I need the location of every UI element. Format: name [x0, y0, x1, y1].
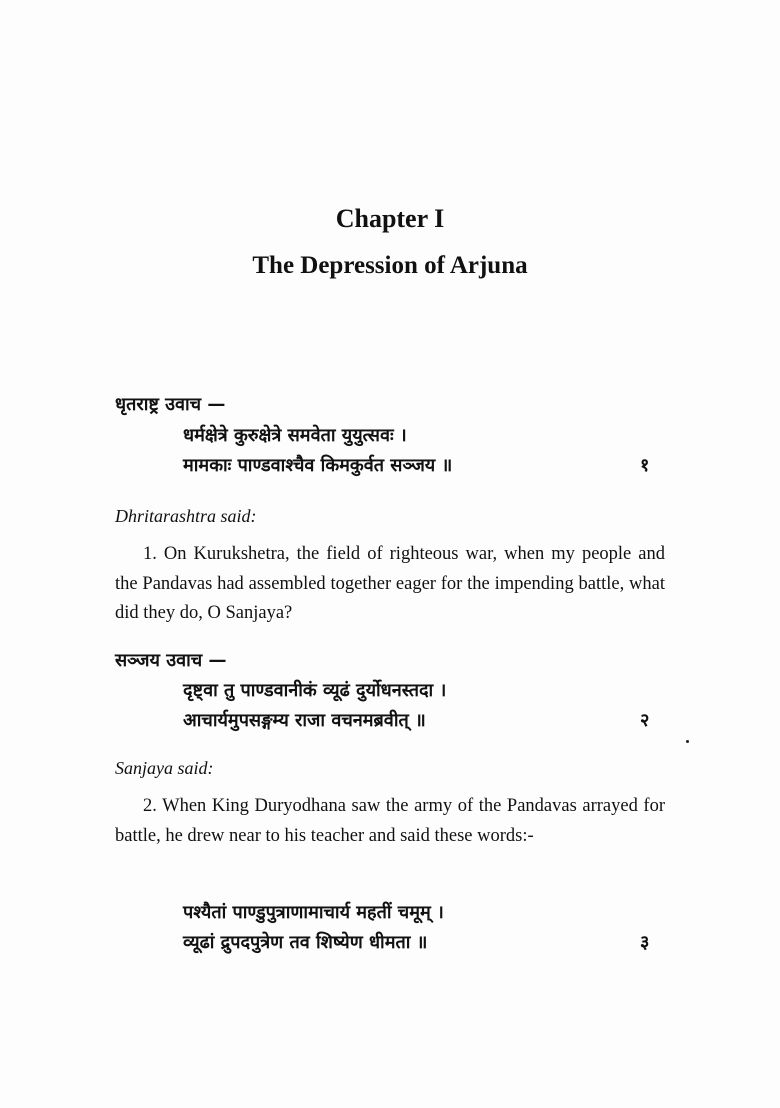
verse-line: मामकाः पाण्डवाश्चैव किमकुर्वत सञ्जय ॥	[183, 455, 453, 476]
verse-number: ३	[640, 932, 650, 953]
verse-line: पश्यैतां पाण्डुपुत्राणामाचार्य महतीं चमूम् ।	[183, 902, 444, 923]
verse-line: आचार्यमुपसङ्गम्य राजा वचनमब्रवीत् ॥	[183, 710, 426, 731]
translation: 2. When King Duryodhana saw the army of the Pandavas arrayed for battle, he drew near to his teacher and said these words:-	[115, 796, 665, 846]
verse-line: दृष्ट्वा तु पाण्डवानीकं व्यूढं दुर्योधनस्तदा ।	[183, 680, 447, 701]
speaker-english: Sanjaya said:	[115, 758, 214, 778]
chapter-subtitle: The Depression of Arjuna	[252, 252, 528, 279]
verse-line: धर्मक्षेत्रे कुरुक्षेत्रे समवेता युयुत्सवः ।	[183, 425, 407, 446]
speaker-english: Dhritarashtra said:	[115, 506, 257, 526]
verse-number: १	[640, 455, 650, 476]
chapter-title: Chapter I	[335, 204, 445, 233]
verse-line: व्यूढां द्रुपदपुत्रेण तव शिष्येण धीमता ॥	[183, 932, 428, 953]
translation: 1. On Kurukshetra, the field of righteous war, when my people and the Pandavas had assembled together eager for the impending battle, what did they do, O Sanjaya?	[115, 544, 665, 623]
speaker-sanskrit: धृतराष्ट्र उवाच —	[115, 394, 226, 415]
verse-number: २	[640, 710, 650, 731]
scan-speck	[686, 740, 689, 743]
speaker-sanskrit: सञ्जय उवाच —	[115, 650, 227, 671]
